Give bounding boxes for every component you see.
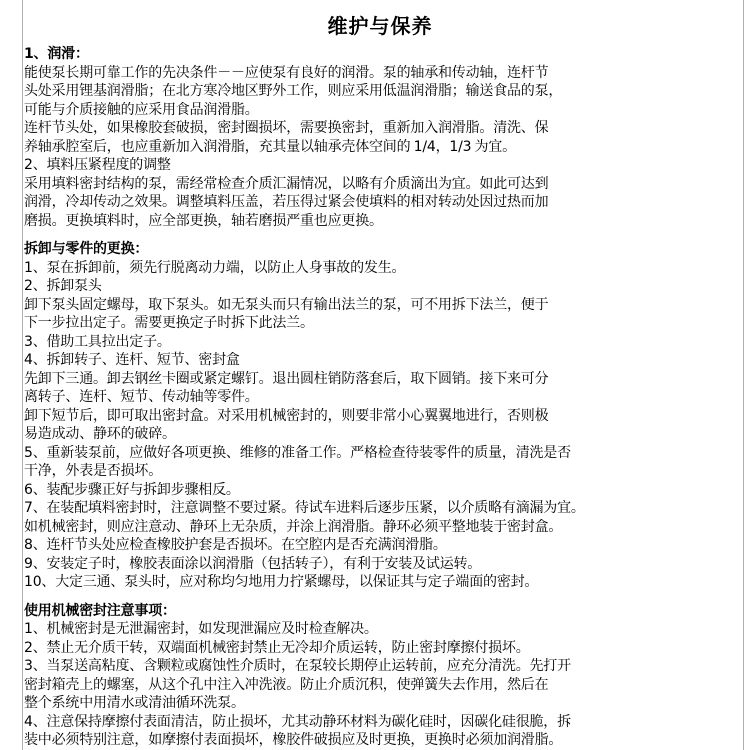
paragraph-line: 3、当泵送高粘度、含颗粒或腐蚀性介质时，在泵较长期停止运转前，应充分清洗。先打开 <box>24 658 571 674</box>
paragraph-line: 2、填料压紧程度的调整 <box>24 157 171 173</box>
paragraph-line: 2、禁止无介质干转，双端面机械密封禁止无冷却介质运转，防止密封摩擦付损坏。 <box>24 639 530 656</box>
paragraph-line: 6、装配步骤正好与拆卸步骤相反。 <box>24 481 240 498</box>
paragraph-line: 9、安装定子时，橡胶表面涂以润滑脂（包括转子），有利于安装及试运转。 <box>24 555 482 572</box>
paragraph-line: 采用填料密封结构的泵，需经常检查介质汇漏情况，以略有介质滴出为宜。如此可达到 <box>24 175 549 192</box>
paragraph-line: 润滑，冷却传动之效果。调整填料压盖，若压得过紧会使填料的相对转动处因过热而加 <box>24 194 549 210</box>
page-border-right <box>743 0 744 750</box>
paragraph-line: 卸下短节后，即可取出密封盒。对采用机械密封的，则要非常小心翼翼地进行，否则极 <box>24 407 549 424</box>
paragraph-line: 2、拆卸泵头 <box>24 278 102 294</box>
paragraph-line: 易造成动、静环的破碎。 <box>24 426 176 442</box>
paragraph-line: 头处采用锂基润滑脂；在北方寒冷地区野外工作，则应采用低温润滑脂；输送食品的泵， <box>24 83 563 99</box>
paragraph-line: 可能与介质接触的应采用食品润滑脂。 <box>24 101 259 118</box>
paragraph-line: 4、注意保持摩擦付表面清洁，防止损坏，尤其动静环材料为碳化硅时，因碳化硅很脆，拆 <box>24 713 571 730</box>
paragraph-line: 离转子、连杆、短节、传动轴等零件。 <box>24 389 259 405</box>
spacer <box>24 230 736 240</box>
paragraph-line: 密封箱壳上的螺塞，从这个孔中注入冲洗液。防止介质沉积，使弹簧失去作用，然后在 <box>24 676 549 693</box>
section-heading: 使用机械密封注意事项： <box>24 602 176 619</box>
section-mechanical-seal <box>24 602 736 750</box>
paragraph-line: 装中必须特别注意，如摩擦付表面损坏，橡胶件破损应及时更换，更换时必须加润滑脂。 <box>24 732 563 748</box>
paragraph-line: 7、在装配填料密封时，注意调整不要过紧。待试车进料后逐步压紧，以介质略有滴漏为宜。 <box>24 500 585 516</box>
paragraph-line: 3、借助工具拉出定子。 <box>24 333 171 350</box>
paragraph-line: 10、大定三通、泵头时，应对称均匀地用力拧紧螺母，以保证其与定子端面的密封。 <box>24 574 539 590</box>
paragraph-line: 5、重新装泵前，应做好各项更换、维修的准备工作。严格检查待装零件的质量，清洗是否 <box>24 444 571 461</box>
paragraph-line: 如机械密封，则应注意动、静环上无杂质，并涂上润滑脂。静环必须平整地装于密封盒。 <box>24 518 563 535</box>
paragraph-line: 连杆节头处，如果橡胶套破损，密封圈损坏，需要换密封，重新加入润滑脂。清洗、保 <box>24 120 549 136</box>
section-lubrication <box>24 45 736 230</box>
spacer <box>24 592 736 602</box>
page-title: 维护与保养 <box>327 14 433 38</box>
page-border-left <box>22 0 23 750</box>
paragraph-line: 1、泵在拆卸前，须先行脱离动力端，以防止人身事故的发生。 <box>24 259 406 276</box>
paragraph-line: 磨损。更换填料时，应全部更换，轴若磨损严重也应更换。 <box>24 212 383 229</box>
paragraph-line: 干净，外表是否损坏。 <box>24 463 162 479</box>
paragraph-line: 养轴承腔室后，也应重新加入润滑脂，充其量以轴承壳体空间的 1/4，1/3 为宜。 <box>24 138 516 155</box>
section-heading: 拆卸与零件的更换： <box>24 241 149 257</box>
paragraph-line: 下一步拉出定子。需要更换定子时拆下此法兰。 <box>24 315 314 331</box>
paragraph-line: 8、连杆节头处应检查橡胶护套是否损坏。在空腔内是否充满润滑脂。 <box>24 537 447 553</box>
paragraph-line: 4、拆卸转子、连杆、短节、密封盒 <box>24 352 240 368</box>
section-heading: 1、润滑： <box>24 46 89 62</box>
paragraph-line: 整个系统中用清水或清油循环洗泵。 <box>24 695 245 711</box>
paragraph-line: 能使泵长期可靠工作的先决条件－－应使泵有良好的润滑。泵的轴承和传动轴，连杆节 <box>24 64 549 81</box>
paragraph-line: 卸下泵头固定螺母，取下泵头。如无泵头而只有输出法兰的泵，可不用拆下法兰，便于 <box>24 296 549 313</box>
paragraph-line: 1、机械密封是无泄漏密封，如发现泄漏应及时检查解决。 <box>24 621 378 637</box>
paragraph-line: 先卸下三通。卸去钢丝卡圈或紧定螺钉。退出圆柱销防落套后，取下圆销。接下来可分 <box>24 370 549 387</box>
section-disassembly <box>24 240 736 592</box>
